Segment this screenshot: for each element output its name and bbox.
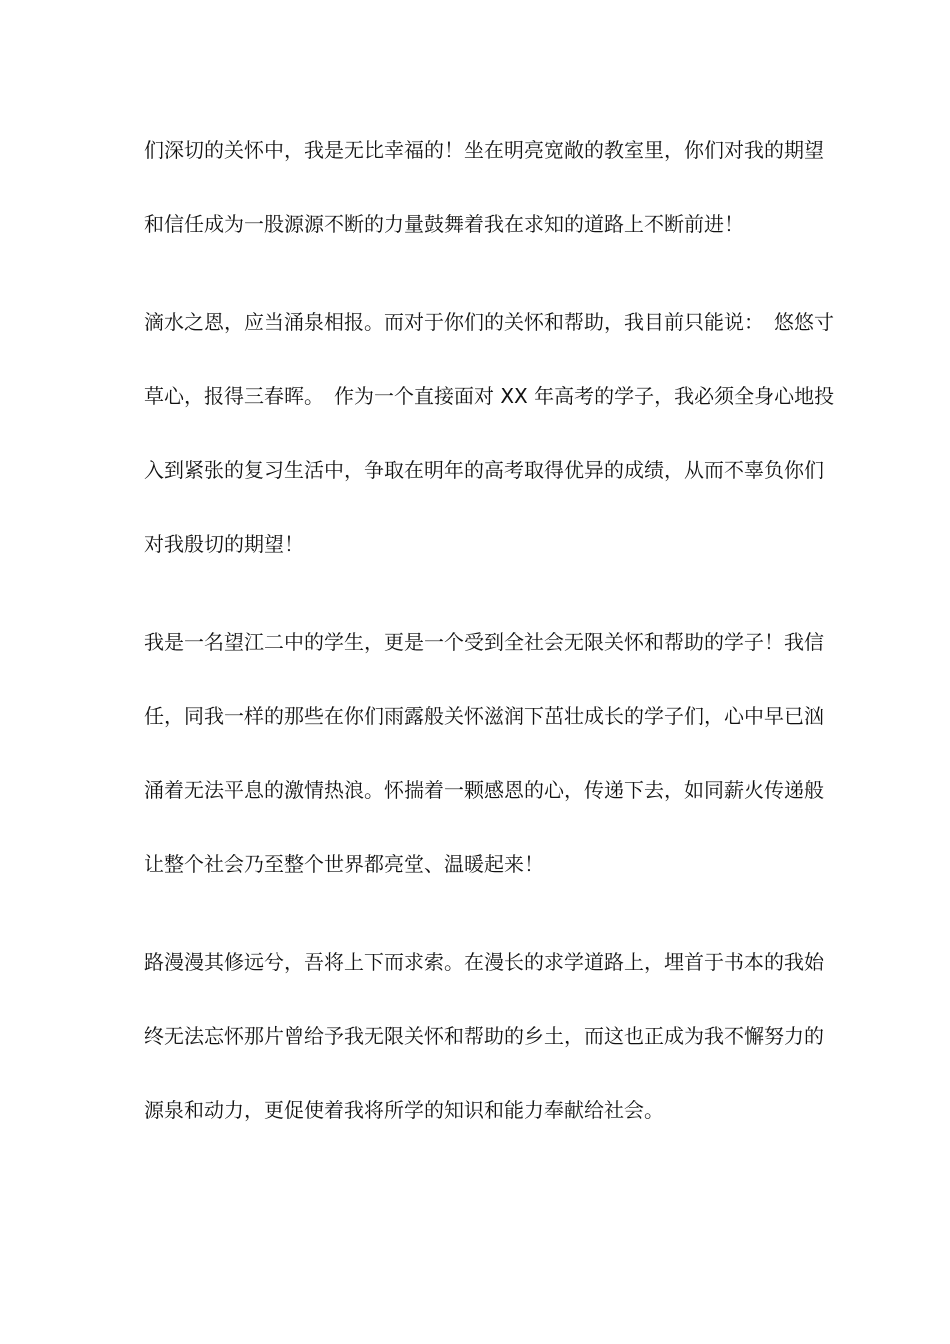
text-line: 任，同我一样的那些在你们雨露般关怀滋润下茁壮成长的学子们，心中早已汹: [144, 704, 824, 728]
text-line: 我是一名望江二中的学生，更是一个受到全社会无限关怀和帮助的学子！我信: [144, 630, 824, 654]
text-line: 涌着无法平息的激情热浪。怀揣着一颗感恩的心，传递下去，如同薪火传递般: [144, 778, 824, 802]
text-line: 们深切的关怀中，我是无比幸福的！坐在明亮宽敞的教室里，你们对我的期望: [144, 138, 824, 162]
text-line: 源泉和动力，更促使着我将所学的知识和能力奉献给社会。: [144, 1098, 664, 1122]
text-line: 和信任成为一股源源不断的力量鼓舞着我在求知的道路上不断前进！: [144, 212, 744, 236]
text-line: 让整个社会乃至整个世界都亮堂、温暖起来！: [144, 852, 544, 876]
text-line: 终无法忘怀那片曾给予我无限关怀和帮助的乡土，而这也正成为我不懈努力的: [144, 1024, 824, 1048]
text-line: 对我殷切的期望！: [144, 532, 304, 556]
text-line: 草心，报得三春晖。 作为一个直接面对 XX 年高考的学子，我必须全身心地投: [144, 384, 835, 408]
text-line: 滴水之恩，应当涌泉相报。而对于你们的关怀和帮助，我目前只能说： 悠悠寸: [144, 310, 834, 334]
text-line: 入到紧张的复习生活中，争取在明年的高考取得优异的成绩，从而不辜负你们: [144, 458, 824, 482]
text-line: 路漫漫其修远兮，吾将上下而求索。在漫长的求学道路上，埋首于书本的我始: [144, 950, 824, 974]
